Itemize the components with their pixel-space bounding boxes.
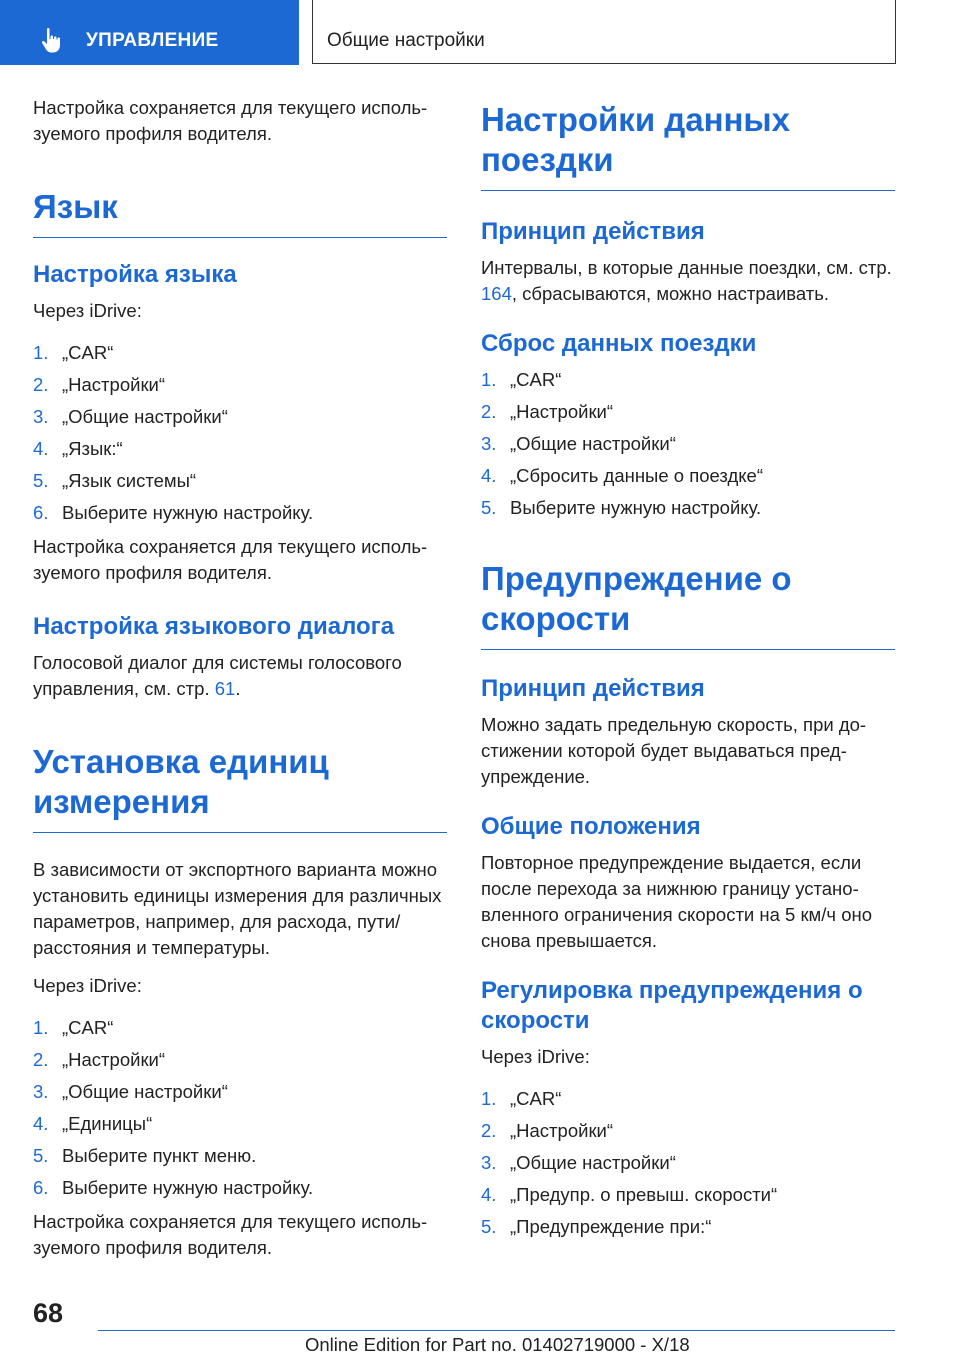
hand-pointer-icon — [38, 26, 66, 54]
speed-general-paragraph: Повторное предупреждение выдается, если после перехода за нижнюю границу установленного ограничения скорости на 5 км/ч оно снова превышается. — [481, 852, 872, 951]
list-item — [33, 1047, 447, 1073]
step-number: 3. — [481, 433, 497, 454]
footer-edition-text: Online Edition for Part no. 01402719000 - X/18 — [305, 1334, 690, 1355]
list-item — [481, 1086, 895, 1112]
step-number: 6. — [33, 502, 49, 523]
units-steps — [33, 1015, 447, 1201]
trip-principle-paragraph — [481, 255, 895, 307]
right-column — [481, 100, 895, 1248]
step-text: Выберите нужную настройку. — [62, 1177, 314, 1198]
list-item — [481, 495, 895, 521]
step-number: 1. — [481, 369, 497, 390]
header-section-box — [312, 0, 896, 64]
language-via-text: Через iDrive: — [33, 300, 142, 321]
step-number: 1. — [33, 342, 49, 363]
left-column — [33, 95, 447, 1273]
step-number: 5. — [33, 470, 49, 491]
units-via-text: Через iDrive: — [33, 975, 142, 996]
intro-paragraph: Настройка сохраняется для текущего используемого профиля водителя. — [33, 97, 428, 144]
step-text: „Язык системы“ — [62, 470, 197, 491]
speed-adjust-heading: Регулировка предупреждения о скорости — [481, 977, 863, 1034]
dialog-page-link[interactable]: 61 — [214, 678, 236, 699]
list-item — [481, 399, 895, 425]
header-section-label: Общие настройки — [327, 30, 485, 51]
step-text: „Настройки“ — [510, 401, 614, 422]
dialog-text-end: . — [235, 678, 241, 699]
units-saved-text: Настройка сохраняется для текущего используемого профиля водителя. — [33, 1211, 428, 1258]
list-item — [481, 1118, 895, 1144]
step-text: „Язык:“ — [62, 438, 123, 459]
list-item — [33, 1143, 447, 1169]
step-number: 6. — [33, 1177, 49, 1198]
list-item — [33, 468, 447, 494]
step-number: 5. — [33, 1145, 49, 1166]
list-item — [33, 1015, 447, 1041]
speed-principle-paragraph: Можно задать предельную скорость, при достижении которой будет выдаваться предупреждение. — [481, 714, 867, 787]
step-number: 2. — [481, 401, 497, 422]
step-text: Выберите пункт меню. — [62, 1145, 257, 1166]
list-item — [33, 1111, 447, 1137]
speed-warning-heading: Предупреждение о скорости — [481, 559, 895, 650]
language-saved-text: Настройка сохраняется для текущего используемого профиля водителя. — [33, 536, 428, 583]
dialog-heading: Настройка языкового диалога — [33, 613, 395, 640]
list-item — [481, 431, 895, 457]
header-tab-label: УПРАВЛЕНИЕ — [86, 30, 219, 51]
step-text: „Общие настройки“ — [62, 406, 228, 427]
step-number: 2. — [481, 1120, 497, 1141]
step-number: 4. — [33, 1113, 49, 1134]
step-text: „CAR“ — [62, 1017, 114, 1038]
list-item — [33, 436, 447, 462]
trip-principle-heading: Принцип действия — [481, 218, 705, 245]
step-text: „Настройки“ — [62, 1049, 166, 1070]
list-item — [33, 340, 447, 366]
trip-data-heading: Настройки данных поездки — [481, 100, 895, 191]
step-number: 5. — [481, 1216, 497, 1237]
page-number: 68 — [33, 1298, 64, 1328]
step-text: „Сбросить данные о поездке“ — [510, 465, 764, 486]
trip-principle-text: Интервалы, в которые данные поездки, см. стр. — [481, 257, 892, 278]
list-item — [33, 372, 447, 398]
step-text: „Единицы“ — [62, 1113, 153, 1134]
list-item — [481, 463, 895, 489]
step-text: „Общие настройки“ — [510, 433, 676, 454]
trip-reset-heading: Сброс данных поездки — [481, 330, 757, 357]
step-number: 2. — [33, 374, 49, 395]
step-number: 5. — [481, 497, 497, 518]
step-text: „Предупреждение при:“ — [510, 1216, 712, 1237]
step-text: „CAR“ — [62, 342, 114, 363]
list-item — [481, 1150, 895, 1176]
list-item — [481, 367, 895, 393]
units-heading: Установка единиц измерения — [33, 742, 447, 833]
step-number: 3. — [481, 1152, 497, 1173]
step-text: „CAR“ — [510, 369, 562, 390]
step-number: 2. — [33, 1049, 49, 1070]
language-heading: Язык — [33, 187, 447, 238]
list-item — [481, 1182, 895, 1208]
step-text: „Настройки“ — [510, 1120, 614, 1141]
speed-steps — [481, 1086, 895, 1240]
step-number: 3. — [33, 406, 49, 427]
list-item — [481, 1214, 895, 1240]
step-number: 4. — [481, 465, 497, 486]
speed-general-heading: Общие положения — [481, 813, 701, 840]
step-number: 3. — [33, 1081, 49, 1102]
list-item — [33, 404, 447, 430]
step-text: Выберите нужную настройку. — [510, 497, 762, 518]
step-text: „Предупр. о превыш. скорости“ — [510, 1184, 778, 1205]
step-text: Выберите нужную настройку. — [62, 502, 314, 523]
language-steps — [33, 340, 447, 526]
header-tab — [0, 0, 299, 65]
trip-reset-steps — [481, 367, 895, 521]
list-item — [33, 1175, 447, 1201]
units-paragraph: В зависимости от экспортного варианта можно установить единицы измерения для различных параметров, например, для расхода, пути/расстояния и температуры. — [33, 859, 442, 958]
footer-divider — [98, 1330, 895, 1331]
step-number: 4. — [481, 1184, 497, 1205]
trip-principle-text-end: , сбрасываются, можно настраивать. — [511, 283, 830, 304]
language-setting-heading: Настройка языка — [33, 261, 237, 288]
dialog-paragraph — [33, 650, 447, 702]
step-text: „CAR“ — [510, 1088, 562, 1109]
speed-via-text: Через iDrive: — [481, 1046, 590, 1067]
step-number: 1. — [33, 1017, 49, 1038]
step-number: 4. — [33, 438, 49, 459]
speed-principle-heading: Принцип действия — [481, 675, 705, 702]
step-text: „Общие настройки“ — [62, 1081, 228, 1102]
step-number: 1. — [481, 1088, 497, 1109]
trip-principle-page-link[interactable]: 164 — [481, 283, 512, 304]
dialog-text: Голосовой диалог для системы голосового управления, см. стр. — [33, 652, 402, 699]
step-text: „Общие настройки“ — [510, 1152, 676, 1173]
list-item — [33, 1079, 447, 1105]
step-text: „Настройки“ — [62, 374, 166, 395]
list-item — [33, 500, 447, 526]
